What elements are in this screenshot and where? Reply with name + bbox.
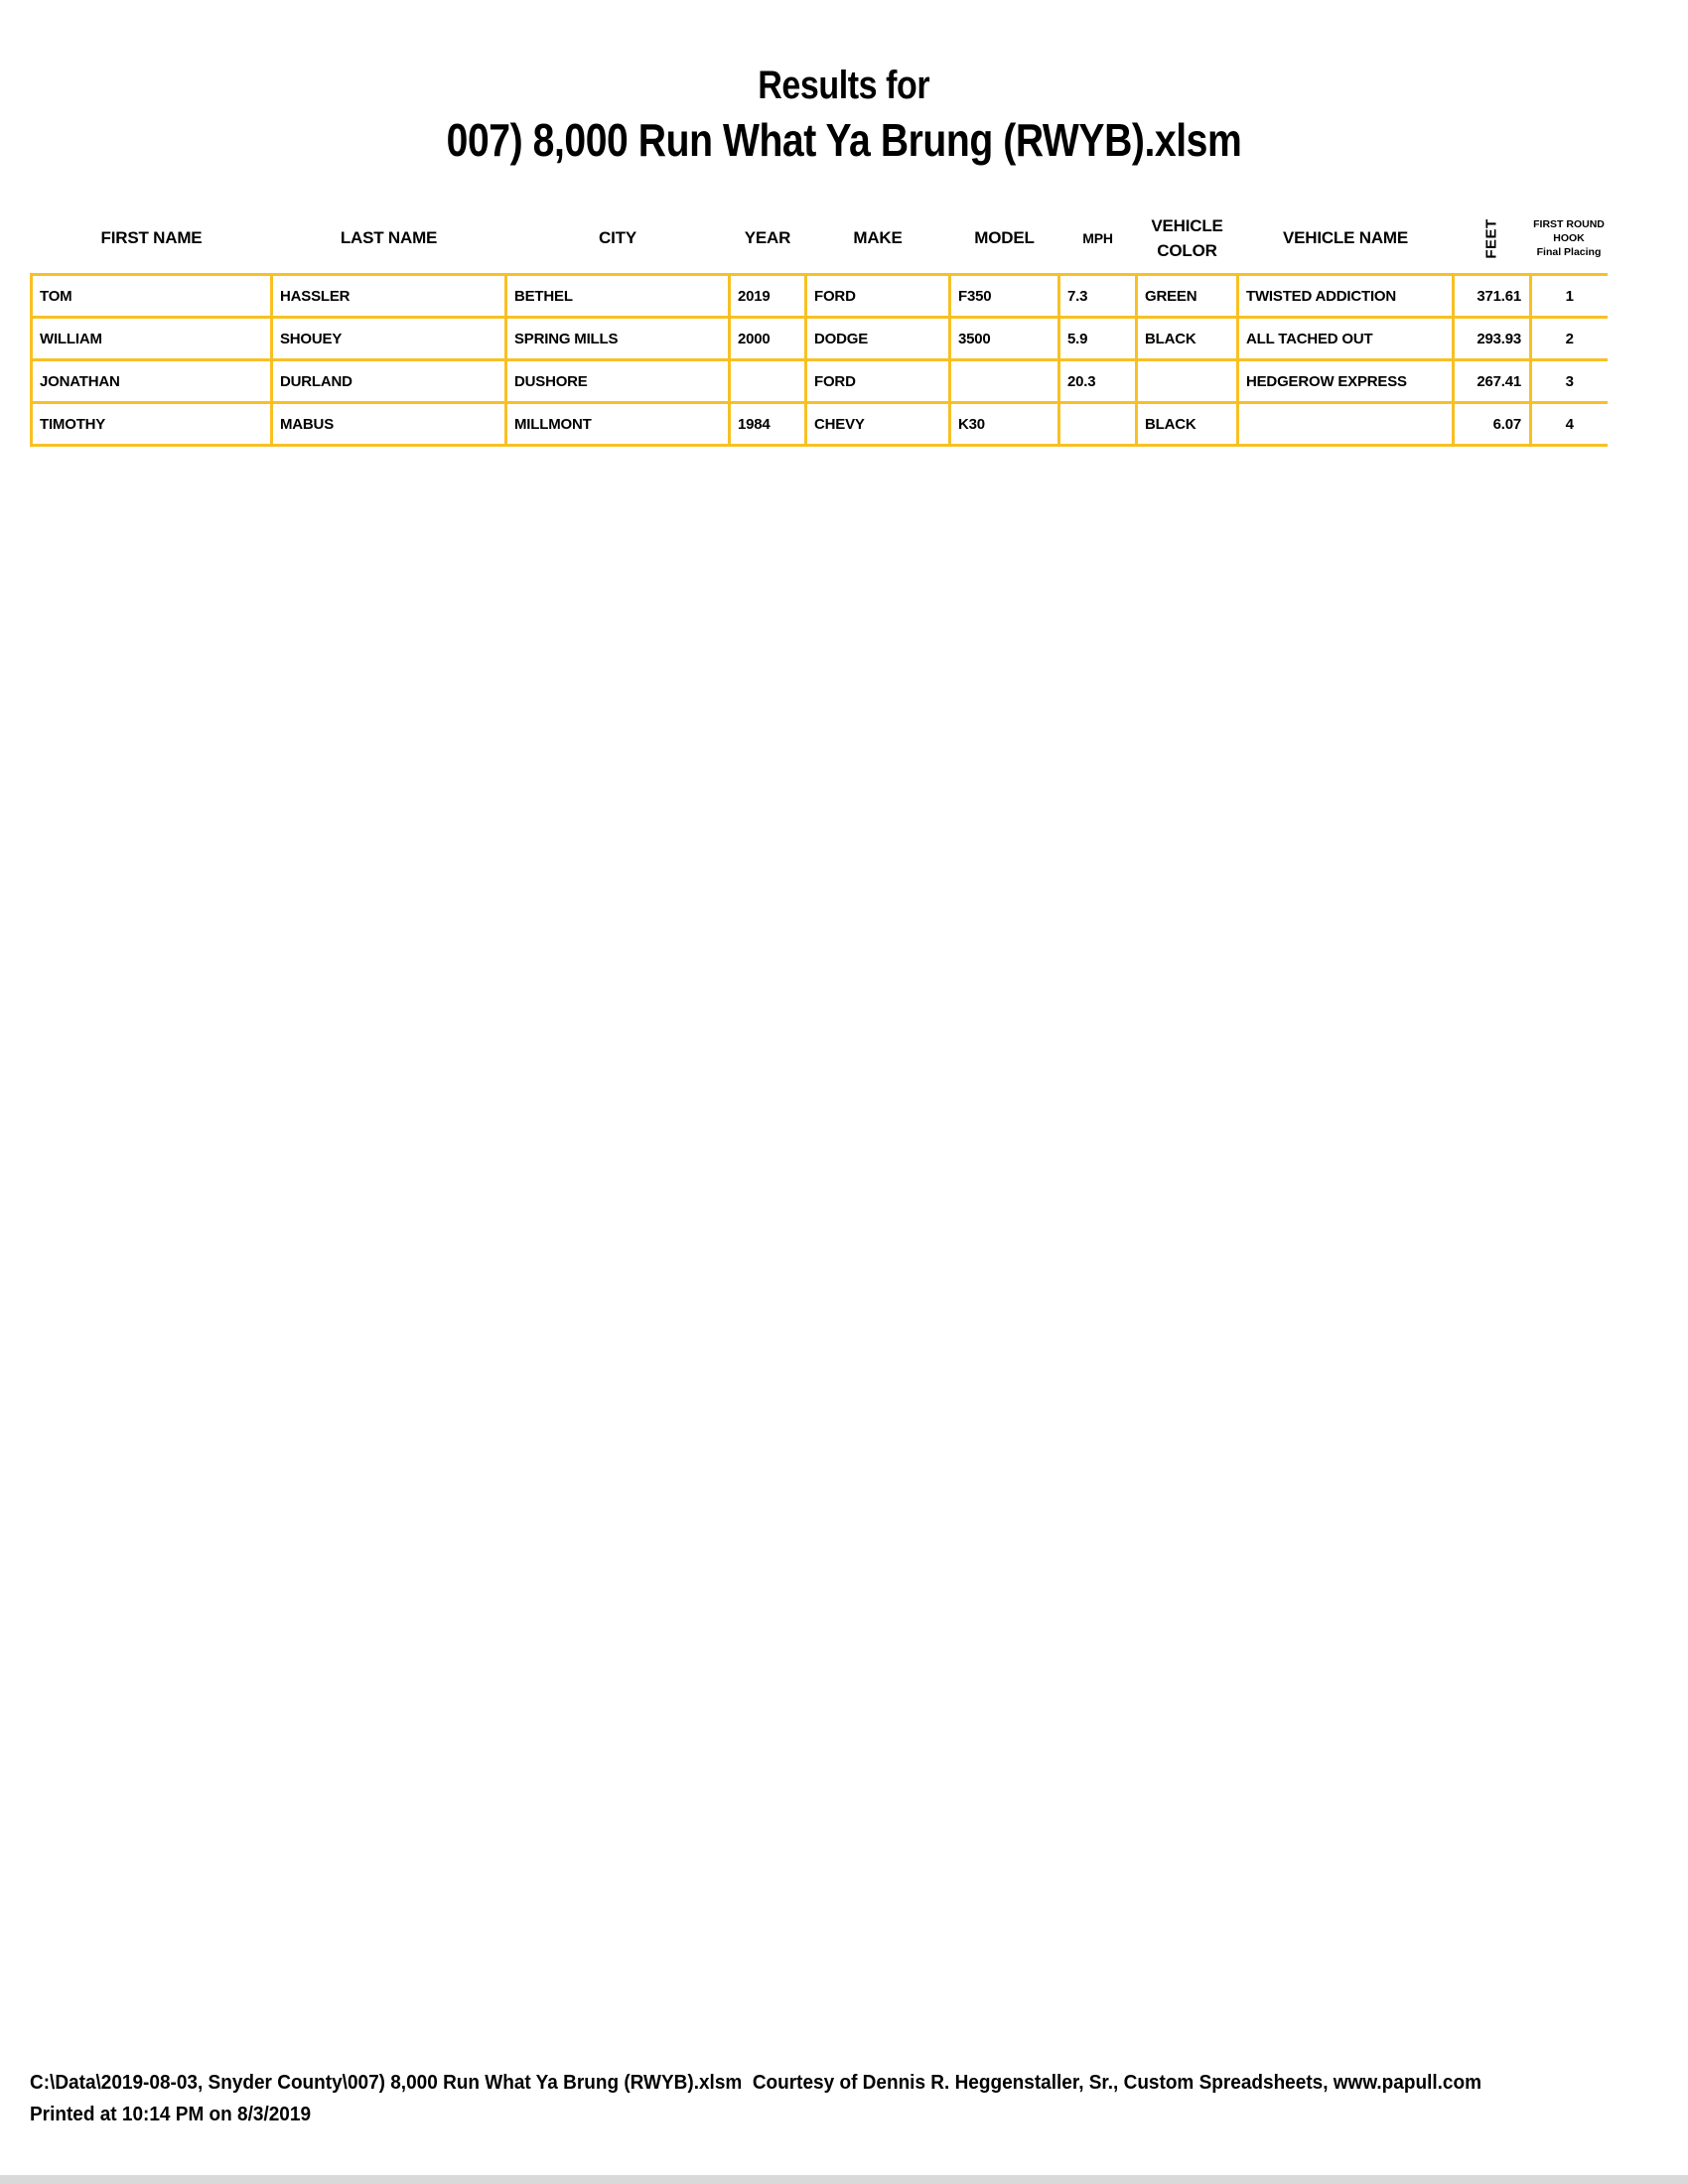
cell-placing: 3 xyxy=(1531,360,1608,403)
cell-make: DODGE xyxy=(806,318,950,360)
column-header-mph: MPH xyxy=(1082,230,1113,246)
column-header-vehicle-color xyxy=(1137,204,1238,275)
cell-city: BETHEL xyxy=(506,275,730,318)
cell-feet: 293.93 xyxy=(1454,318,1531,360)
hook-label-line3: Final Placing xyxy=(1536,246,1602,258)
cell-last-name: HASSLER xyxy=(272,275,506,318)
page-title xyxy=(0,64,1688,108)
column-header-year: YEAR xyxy=(744,228,791,247)
column-header-feet xyxy=(1454,204,1531,275)
cell-feet: 371.61 xyxy=(1454,275,1531,318)
results-table xyxy=(30,204,1608,447)
page-footer xyxy=(30,2067,1558,2130)
cell-city: DUSHORE xyxy=(506,360,730,403)
cell-model: 3500 xyxy=(950,318,1059,360)
cell-last-name: MABUS xyxy=(272,403,506,446)
cell-vehicle-name: TWISTED ADDICTION xyxy=(1238,275,1454,318)
cell-vehicle-name xyxy=(1238,403,1454,446)
bottom-edge-strip xyxy=(0,2175,1688,2184)
cell-make: CHEVY xyxy=(806,403,950,446)
table-row xyxy=(32,403,1608,446)
column-header-vehicle-name: VEHICLE NAME xyxy=(1282,228,1409,247)
feet-label-rotated: FEET xyxy=(1483,218,1500,259)
footer-file-path-line: C:\Data\2019-08-03, Snyder County\007) 8,000 Run What Ya Brung (RWYB).xlsm Courtesy of Dennis R. Heggenstaller, Sr., Custom Spreadsheets, www.papull.com xyxy=(30,2072,1481,2094)
cell-year: 2019 xyxy=(730,275,806,318)
cell-year xyxy=(730,360,806,403)
cell-mph: 7.3 xyxy=(1059,275,1137,318)
cell-vehicle-color: GREEN xyxy=(1137,275,1238,318)
hook-label-line1: FIRST ROUND xyxy=(1533,218,1605,230)
cell-model: F350 xyxy=(950,275,1059,318)
cell-make: FORD xyxy=(806,275,950,318)
footer-printed-line: Printed at 10:14 PM on 8/3/2019 xyxy=(30,2104,312,2125)
cell-last-name: SHOUEY xyxy=(272,318,506,360)
cell-make: FORD xyxy=(806,360,950,403)
cell-mph: 5.9 xyxy=(1059,318,1137,360)
cell-model: K30 xyxy=(950,403,1059,446)
column-header-first-name: FIRST NAME xyxy=(100,228,203,247)
cell-vehicle-color: BLACK xyxy=(1137,318,1238,360)
cell-placing: 2 xyxy=(1531,318,1608,360)
cell-vehicle-name: ALL TACHED OUT xyxy=(1238,318,1454,360)
cell-city: MILLMONT xyxy=(506,403,730,446)
cell-feet: 267.41 xyxy=(1454,360,1531,403)
cell-first-name: TIMOTHY xyxy=(32,403,272,446)
cell-mph: 20.3 xyxy=(1059,360,1137,403)
header-row xyxy=(32,204,1608,275)
cell-vehicle-color xyxy=(1137,360,1238,403)
cell-first-name: JONATHAN xyxy=(32,360,272,403)
column-header-city: CITY xyxy=(599,228,636,247)
page-title-text: Results for xyxy=(758,64,930,107)
column-header-model: MODEL xyxy=(974,228,1035,247)
column-header-first-round-hook xyxy=(1531,204,1608,275)
cell-year: 2000 xyxy=(730,318,806,360)
cell-vehicle-color: BLACK xyxy=(1137,403,1238,446)
hook-label-line2: HOOK xyxy=(1553,232,1585,244)
cell-vehicle-name: HEDGEROW EXPRESS xyxy=(1238,360,1454,403)
table-row xyxy=(32,318,1608,360)
cell-feet: 6.07 xyxy=(1454,403,1531,446)
column-header-last-name: LAST NAME xyxy=(340,228,438,247)
cell-placing: 1 xyxy=(1531,275,1608,318)
page-subtitle xyxy=(0,113,1688,167)
cell-city: SPRING MILLS xyxy=(506,318,730,360)
cell-year: 1984 xyxy=(730,403,806,446)
cell-mph xyxy=(1059,403,1137,446)
table-row xyxy=(32,275,1608,318)
page-subtitle-text: 007) 8,000 Run What Ya Brung (RWYB).xlsm xyxy=(446,114,1242,166)
column-header-make: MAKE xyxy=(853,228,903,247)
cell-placing: 4 xyxy=(1531,403,1608,446)
cell-first-name: WILLIAM xyxy=(32,318,272,360)
vehicle-color-label: VEHICLE COLOR xyxy=(1151,216,1223,260)
cell-model xyxy=(950,360,1059,403)
table-row xyxy=(32,360,1608,403)
cell-last-name: DURLAND xyxy=(272,360,506,403)
cell-first-name: TOM xyxy=(32,275,272,318)
